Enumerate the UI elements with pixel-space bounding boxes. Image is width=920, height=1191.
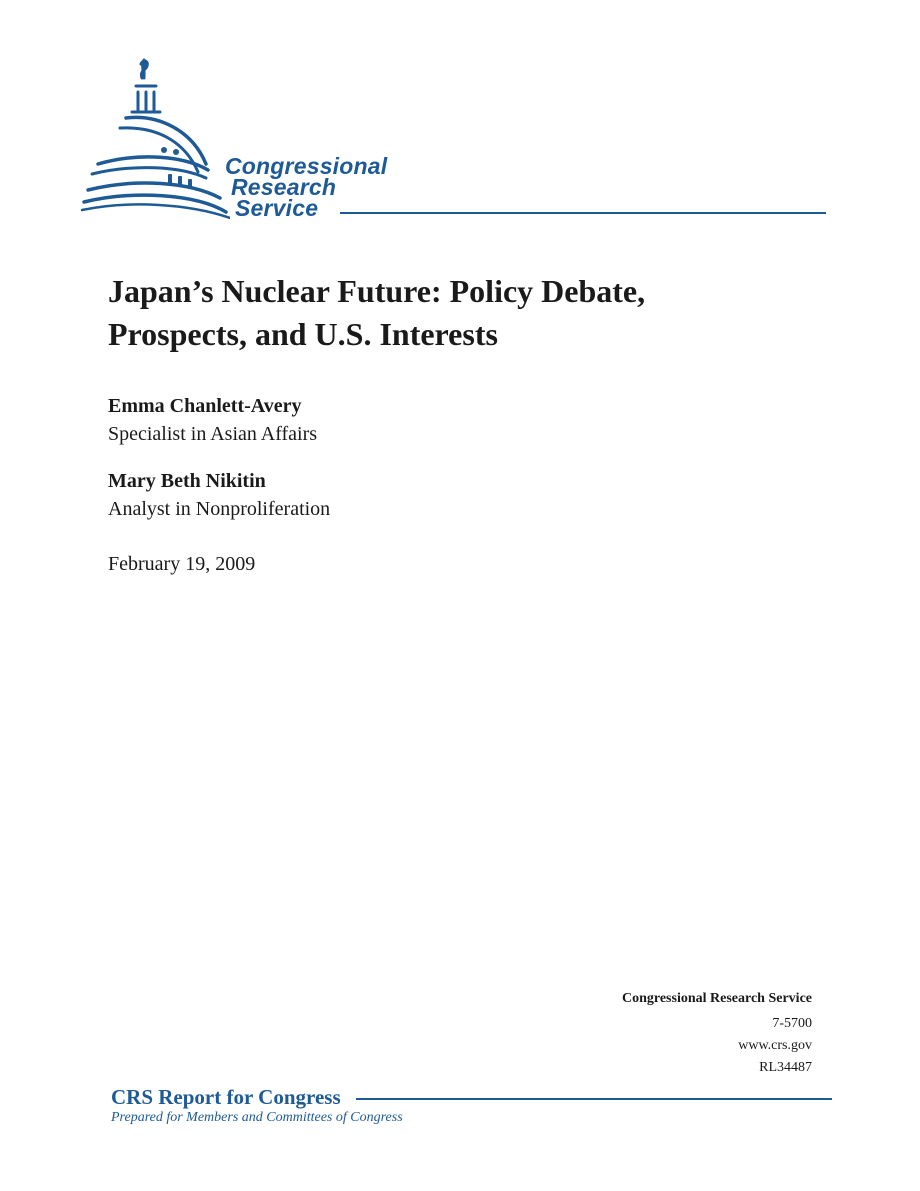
report-title-line-1: Japan’s Nuclear Future: Policy Debate, (108, 273, 646, 309)
logo-line-research: Research (231, 174, 337, 200)
logo-wordmark (225, 153, 388, 221)
report-date: February 19, 2009 (108, 553, 256, 575)
author-name: Emma Chanlett-Avery (108, 395, 302, 417)
author-role: Specialist in Asian Affairs (108, 423, 318, 445)
author-role: Analyst in Nonproliferation (108, 498, 331, 520)
footer-divider (356, 1098, 832, 1100)
author-block (108, 467, 330, 523)
footer-title: CRS Report for Congress (111, 1085, 341, 1109)
crs-info-block (622, 988, 812, 1079)
footer-subtitle: Prepared for Members and Committees of Congress (111, 1110, 403, 1125)
author-block (108, 392, 317, 448)
author-name: Mary Beth Nikitin (108, 470, 266, 492)
crs-phone: 7-5700 (772, 1016, 812, 1031)
crs-org-name: Congressional Research Service (621, 991, 812, 1006)
logo-divider (340, 212, 826, 214)
report-title-line-2: Prospects, and U.S. Interests (108, 316, 498, 352)
crs-report-number: RL34487 (759, 1060, 812, 1075)
logo-line-congressional: Congressional (225, 153, 388, 179)
capitol-dome-icon (80, 52, 230, 222)
report-title (108, 270, 828, 356)
crs-url[interactable]: www.crs.gov (738, 1038, 812, 1053)
logo-line-service: Service (235, 195, 319, 221)
